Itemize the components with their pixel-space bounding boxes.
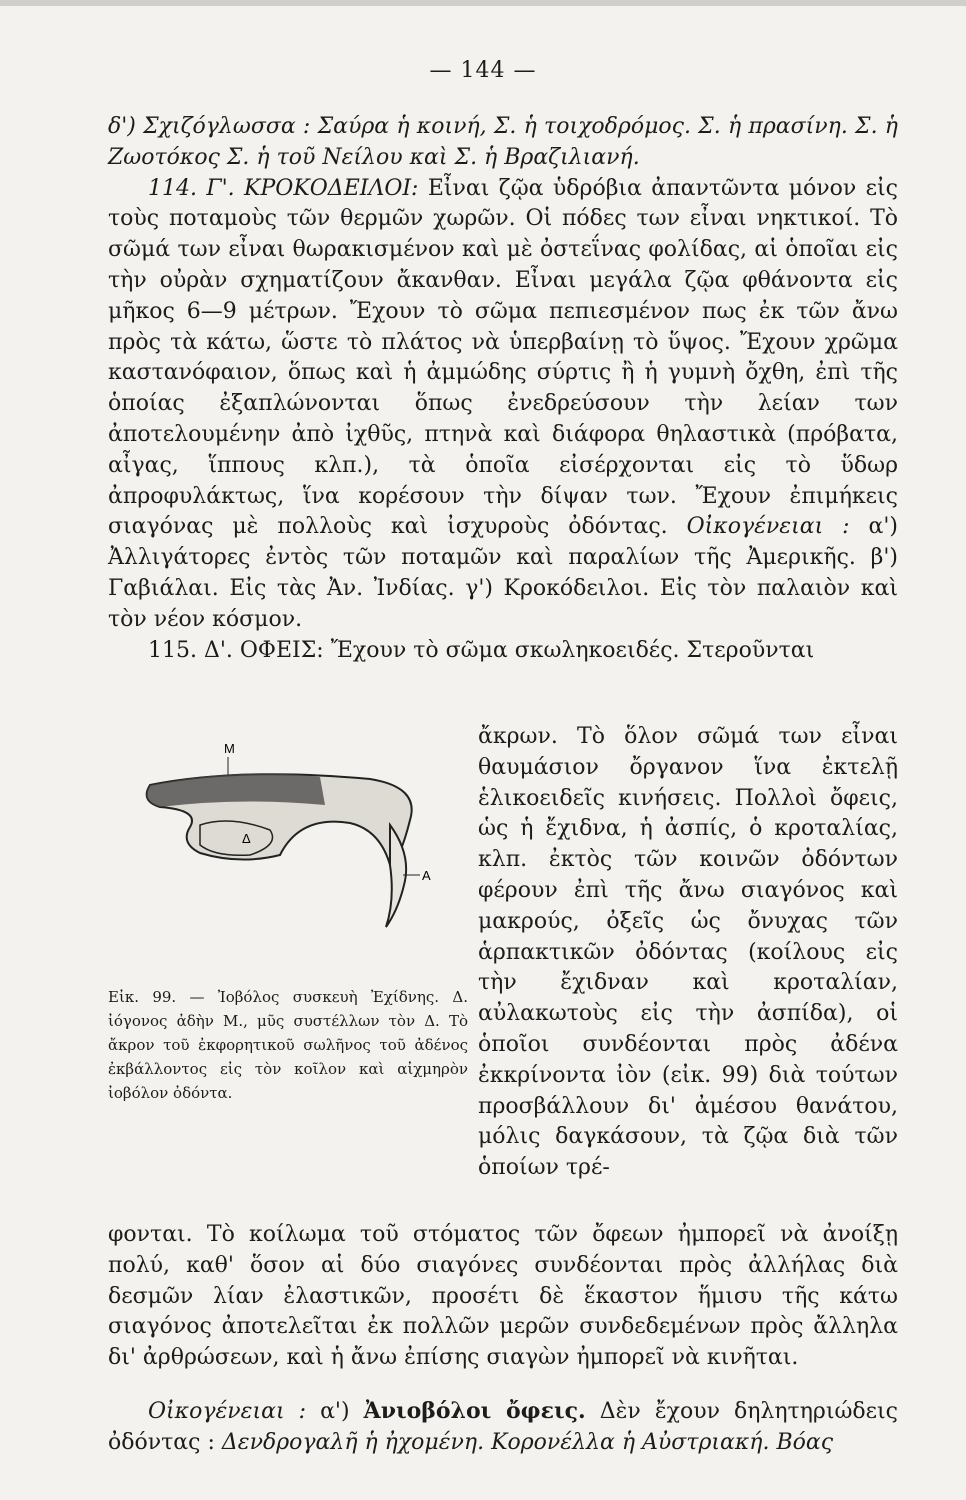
section-115-first-line [108, 636, 898, 667]
lower-text-block [108, 1198, 898, 1481]
section-115-families-label: Οἰκογένειαι : [148, 1398, 307, 1424]
section-114-paragraph [108, 174, 898, 636]
figure-label-a: Α [422, 868, 431, 883]
section-114-heading: 114. Γ'. ΚΡΟΚΟΔΕΙΛΟΙ: [148, 175, 419, 201]
section-115-continuation: φονται. Τὸ κοίλωμα τοῦ στόματος τῶν ὄφεων ἠμπορεῖ νὰ ἀνοίξῃ πολύ, καθ' ὅσον αἱ δύο σιαγόνες συνδέονται πρὸς ἀλλήλας διὰ δεσμῶν λίαν ἐλαστικῶν, προσέτι δὲ ἕκαστον ἥμισυ τῆς κάτω σιαγόνος ἀποτελεῖται ἐκ πολλῶν μερῶν συνδεδεμένων πρὸς ἄλληλα δι' ἀρθρώσεων, καὶ ἡ ἄνω ἐπίσης σιαγὼν ἠμπορεῖ νὰ κινῆται. [108, 1222, 898, 1371]
family-a-prefix: α') [320, 1398, 350, 1424]
figure-99 [120, 735, 460, 955]
scan-top-edge [0, 0, 966, 6]
section-115-first-line-text: Ἔχουν τὸ σῶμα σκωληκοειδές. Στεροῦνται [330, 637, 815, 663]
page-number: — 144 — [429, 58, 537, 83]
figure-99-caption: Εἰκ. 99. — Ἰοβόλος συσκευὴ Ἐχίδνης. Δ. ἰόγονος ἀδὴν Μ., μῦς συστέλλων τὸν Δ. Τὸ ἄκρον τοῦ ἐκφορητικοῦ σωλῆνος τοῦ ἀδένος ἐκβάλλοντος εἰς τὸν κοῖλον καὶ αἰχμηρὸν ἰοβόλον ὀδόντα. [108, 988, 468, 1102]
section-114-text: Εἶναι ζῷα ὑδρόβια ἀπαντῶντα μόνον εἰς τοὺς ποταμοὺς τῶν θερμῶν χωρῶν. Οἱ πόδες των εἶναι νηκτικοί. Τὸ σῶμά των εἶναι θωρακισμένον καὶ μὲ ὀστεΐνας φολίδας, αἱ ὁποῖαι εἰς τὴν οὐρὰν σχηματίζουν ἄκανθαν. Εἶναι μεγάλα ζῷα φθάνοντα εἰς μῆκος 6—9 μέτρων. Ἔχουν τὸ σῶμα πεπιεσμένον πως ἐκ τῶν ἄνω πρὸς τὰ κάτω, ὥστε τὸ πλάτος νὰ ὑπερβαίνῃ τὸ ὕψος. Ἔχουν χρῶμα καστανόφαιον, ὅπως καὶ ἡ ἀμμώδης σύρτις ἢ ἡ γυμνὴ ὄχθη, ἐπὶ τῆς ὁποίας ἐξαπλώνονται ὅπως ἐνεδρεύσουν τὴν λείαν των ἀποτελουμένην ἀπὸ ἰχθῦς, πτηνὰ καὶ διάφορα θηλαστικὰ (πρόβατα, αἶγας, ἵππους κλπ.), τὰ ὁποῖα εἰσέρχονται εἰς τὸ ὕδωρ ἀπροφυλάκτως, ἵνα κορέσουν τὴν δίψαν των. Ἔχουν ἐπιμήκεις σιαγόνας μὲ πολλοὺς καὶ ἰσχυροὺς ὀδόντας. [108, 175, 899, 540]
section-115-column-text: ἄκρων. Τὸ ὅλον σῶμά των εἶναι θαυμάσιον ὄργανον ἵνα ἐκτελῇ ἑλικοειδεῖς κινήσεις. Πολλοὶ ὄφεις, ὡς ἡ ἔχιδνα, ἡ ἀσπίς, ὁ κροταλίας, κλπ. ἐκτὸς τῶν κοινῶν ὀδόντων φέρουν ἐπὶ τῆς ἄνω σιαγόνος καὶ μακρούς, ὀξεῖς ὡς ὄνυχας τῶν ἁρπακτικῶν ὀδόντας (κοίλους εἰς τὴν ἔχιδναν καὶ κροταλίαν, αὐλακωτοὺς εἰς τὴν ἀσπίδα), οἱ ὁποῖοι συνδέονται πρὸς ἀδένα ἐκκρίνοντα ἰὸν (εἰκ. 99) διὰ τούτων προσβάλλουν δι' ἀμέσου θανάτου, μόλις δαγκάσουν, τὰ ζῷα διὰ τῶν ὁποίων τρέ- [478, 724, 898, 1181]
family-a-text: Δὲν ἔχουν δηλητηριώδεις ὀδόντας : [108, 1398, 898, 1455]
section-114-families: α') Ἀλλιγάτορες ἐντὸς τῶν ποταμῶν καὶ παραλίων τῆς Ἀμερικῆς. β') Γαβιάλαι. Εἰς τὰς Ἀν. Ἰνδίας. γ') Κροκόδειλοι. Εἰς τὸν παλαιὸν καὶ τὸν νέον κόσμον. [108, 514, 899, 632]
figure-label-m: Μ [224, 741, 235, 756]
section-114-families-label: Οἰκογένειαι : [686, 514, 850, 540]
venom-apparatus-illustration [120, 735, 460, 955]
figure-label-delta: Δ [242, 831, 251, 846]
section-115-families-paragraph [108, 1396, 898, 1459]
section-115-heading: 115. Δ'. ΟΦΕΙΣ: [148, 637, 324, 663]
intro-paragraph: δ') Σχιζόγλωσσα : Σαύρα ἡ κοινή, Σ. ἡ τοιχοδρόμος. Σ. ἡ πρασίνη. Σ. ἡ Ζωοτόκος Σ. ἡ τοῦ Νείλου καὶ Σ. ἡ Βραζιλιανή. [108, 114, 898, 170]
family-a-name: Ἀνιοβόλοι ὄφεις. [363, 1397, 586, 1424]
family-a-examples: Δενδρογαλῆ ἡ ἠχομένη. Κορονέλλα ἡ Αὐστριακή. Βόας [221, 1429, 834, 1455]
upper-text-block [108, 112, 898, 666]
